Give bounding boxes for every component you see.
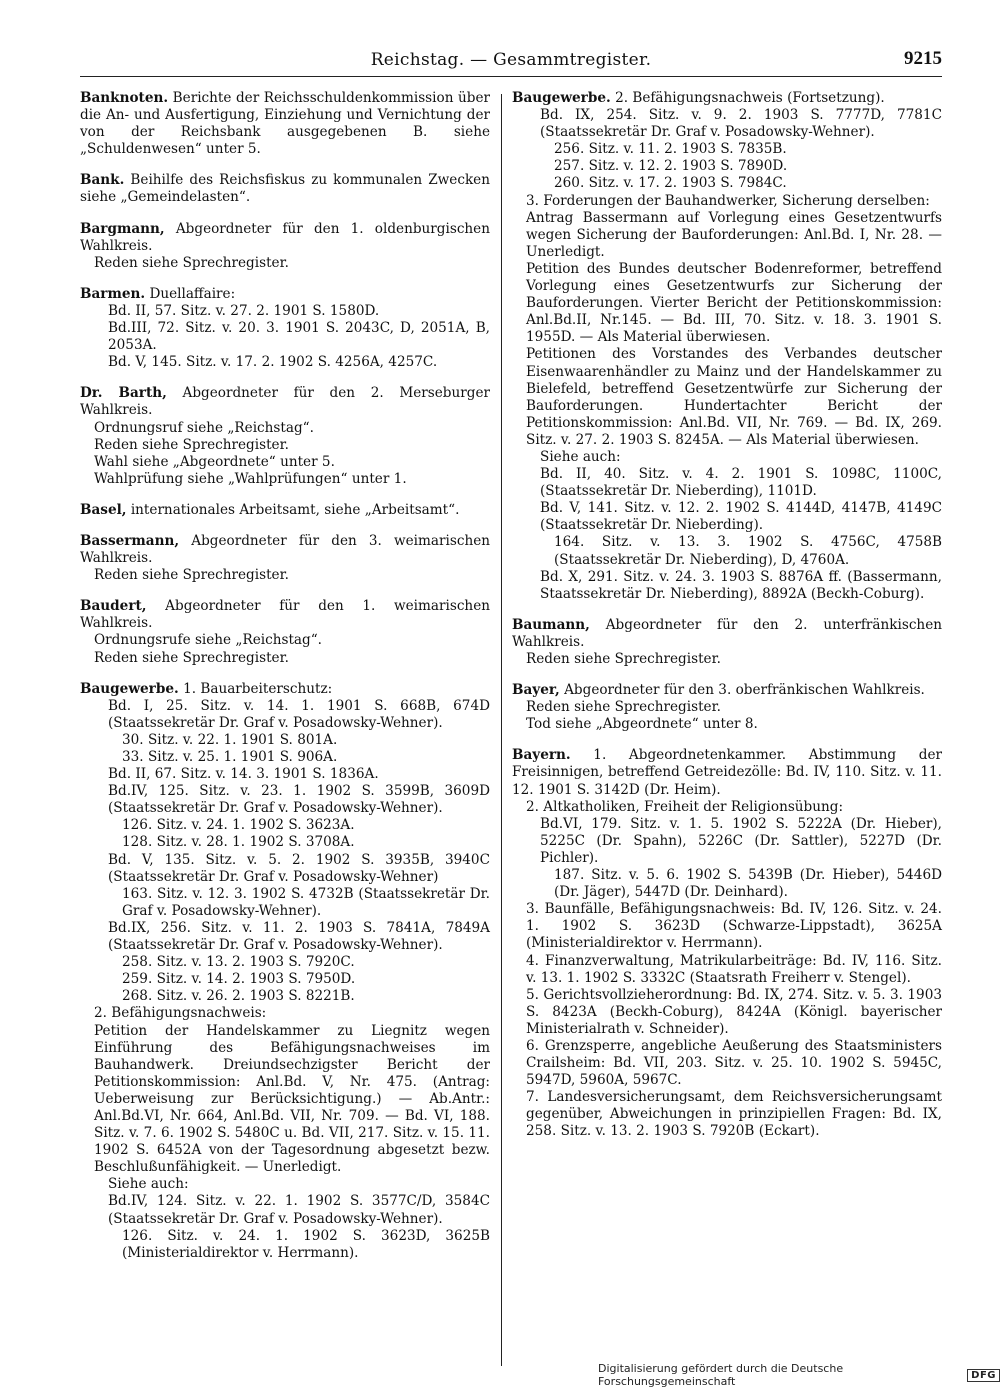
entry-line: 2. Altkatholiken, Freiheit der Religionsübung: — [526, 798, 844, 815]
entry-line: 2. Befähigungsnachweis: — [94, 1005, 267, 1022]
entry-line: Bd. V, 135. Sitz. v. 5. 2. 1902 S. 3935B, 3940C (Staatssekretär Dr. Graf v. Posadowsky-Wehner) — [108, 851, 490, 885]
register-entry — [512, 90, 942, 603]
entry-line: 126. Sitz. v. 24. 1. 1902 S. 3623A. — [122, 817, 355, 834]
entry-line: Petition des Bundes deutscher Bodenreformer, betreffend Vorlegung eines Gesetzentwurfs zur Sicherung der Bauforderungen. Vierter Bericht der Petitionskommission: Anl.Bd.II, Nr.145. — Bd. III, 70. Sitz. v. 18. 3. 1901 S. 1955D. — Als Material überwiesen. — [526, 260, 942, 346]
entry-heading: Bayer, — [512, 682, 560, 699]
entry-text: 1. Abgeordnetenkammer. Abstimmung der Freisinnigen, betreffend Getreidezölle: Bd. IV, 110. Sitz. v. 11. 12. 1901 S. 3142D (Dr. Heim). — [512, 747, 942, 798]
entry-line: 259. Sitz. v. 14. 2. 1903 S. 7950D. — [122, 971, 356, 988]
left-column — [80, 90, 490, 1276]
entry-line: Tod siehe „Abgeordnete“ unter 8. — [526, 716, 758, 733]
entry-line: 5. Gerichtsvollzieherordnung: Bd. IX, 274. Sitz. v. 5. 3. 1903 S. 8423A (Beckh-Coburg), 8424A (Königl. bayerischer Ministerialrath v. Schneider). — [526, 986, 942, 1037]
column-divider — [501, 94, 502, 1366]
entry-first-line — [80, 286, 490, 303]
entry-line: 257. Sitz. v. 12. 2. 1903 S. 7890D. — [554, 158, 788, 175]
register-entry — [80, 385, 490, 488]
entry-line: 258. Sitz. v. 13. 2. 1903 S. 7920C. — [122, 954, 355, 971]
entry-line: Bd. II, 57. Sitz. v. 27. 2. 1901 S. 1580D. — [108, 302, 380, 319]
entry-first-line — [80, 221, 490, 255]
entry-heading: Bayern. — [512, 747, 571, 764]
entry-line: Bd.IV, 125. Sitz. v. 23. 1. 1902 S. 3599B, 3609D (Staatssekretär Dr. Graf v. Posadowsky-Wehner). — [108, 783, 490, 817]
register-entry — [80, 90, 490, 158]
entry-line: 30. Sitz. v. 22. 1. 1901 S. 801A. — [122, 731, 338, 748]
entry-line: 268. Sitz. v. 26. 2. 1903 S. 8221B. — [122, 988, 355, 1005]
entry-line: Bd.VI, 179. Sitz. v. 1. 5. 1902 S. 5222A (Dr. Hieber), 5225C (Dr. Spahn), 5226C (Dr. Sattler), 5227D (Dr. Pichler). — [540, 815, 942, 866]
entry-heading: Baudert, — [80, 598, 147, 615]
entry-text: 2. Befähigungsnachweis (Fortsetzung). — [615, 90, 885, 106]
entry-text: Abgeordneter für den 2. Merseburger Wahlkreis. — [80, 385, 490, 419]
entry-line: 256. Sitz. v. 11. 2. 1903 S. 7835B. — [554, 141, 787, 158]
register-entry — [80, 533, 490, 584]
entry-line: Antrag Bassermann auf Vorlegung eines Gesetzentwurfs wegen Sicherung der Bauforderungen: Anl.Bd. I, Nr. 28. — Unerledigt. — [526, 209, 942, 260]
entry-line: Bd. II, 40. Sitz. v. 4. 2. 1901 S. 1098C, 1100C, (Staatssekretär Dr. Nieberding), 1101D. — [540, 466, 942, 500]
entry-heading: Barmen. — [80, 285, 146, 302]
entry-line: Bd.IX, 256. Sitz. v. 11. 2. 1903 S. 7841A, 7849A (Staatssekretär Dr. Graf v. Posadowsky-Wehner). — [108, 919, 490, 954]
header-rule — [80, 76, 942, 77]
register-entry — [80, 681, 490, 1262]
entry-text: internationales Arbeitsamt, siehe „Arbeitsamt“. — [130, 501, 460, 518]
running-title: Reichstag. — Gesammtregister. — [370, 50, 652, 70]
entry-line: 128. Sitz. v. 28. 1. 1902 S. 3708A. — [122, 834, 355, 851]
entry-first-line — [512, 747, 942, 798]
entry-line: Wahl siehe „Abgeordnete“ unter 5. — [94, 453, 335, 470]
entry-first-line — [80, 502, 490, 519]
register-entry — [80, 221, 490, 272]
entry-heading: Bassermann, — [80, 532, 180, 549]
footer — [598, 1362, 1000, 1388]
register-entry — [512, 747, 942, 1140]
entry-text: Berichte der Reichsschuldenkommission über die An- und Ausfertigung, Einziehung und Vernichtung der von der Reichsbank ausgegebenen B. siehe „Schuldenwesen“ unter 5. — [80, 90, 490, 158]
entry-text: Abgeordneter für den 2. unterfränkischen Wahlkreis. — [512, 616, 942, 650]
entry-heading: Dr. Barth, — [80, 385, 167, 402]
entry-heading: Bank. — [80, 172, 125, 189]
entry-line: 126. Sitz. v. 24. 1. 1902 S. 3623D, 3625B (Ministerialdirektor v. Herrmann). — [122, 1227, 490, 1261]
entry-line: 3. Baunfälle, Befähigungsnachweis: Bd. IV, 126. Sitz. v. 24. 1. 1902 S. 3623D (Schwarze-Lippstadt), 3625A (Ministerialdirektor v. Herrmann). — [526, 901, 942, 952]
entry-line: 4. Finanzverwaltung, Matrikularbeiträge: Bd. IV, 116. Sitz. v. 13. 1. 1902 S. 3332C (Staatsrath Freiherr v. Stengel). — [526, 952, 942, 986]
entry-line: 3. Forderungen der Bauhandwerker, Sicherung derselben: — [526, 192, 930, 209]
entry-first-line — [80, 598, 490, 632]
register-entry — [80, 172, 490, 206]
entry-line: Siehe auch: — [108, 1176, 189, 1193]
entry-line: 164. Sitz. v. 13. 3. 1902 S. 4756C, 4758B (Staatssekretär Dr. Nieberding), D, 4760A. — [554, 534, 942, 568]
entry-text: Abgeordneter für den 1. oldenburgischen Wahlkreis. — [80, 220, 490, 254]
entry-first-line — [512, 90, 942, 107]
entry-line: 6. Grenzsperre, angebliche Aeußerung des Staatsministers Crailsheim: Bd. VII, 203. Sitz. v. 25. 10. 1902 S. 5945C, 5947D, 5960A, 5967C. — [526, 1037, 942, 1089]
entry-line: Bd.IV, 124. Sitz. v. 22. 1. 1902 S. 3577C/D, 3584C (Staatssekretär Dr. Graf v. Posadowsky-Wehner). — [108, 1193, 490, 1227]
entry-line: Reden siehe Sprechregister. — [94, 649, 289, 666]
entry-line: 33. Sitz. v. 25. 1. 1901 S. 906A. — [122, 749, 338, 765]
entry-text: Abgeordneter für den 1. weimarischen Wahlkreis. — [80, 598, 490, 632]
entry-line: Petition der Handelskammer zu Liegnitz wegen Einführung des Befähigungsnachweises im Bauhandwerk. Dreiundsechzigster Bericht der Petitionskommission: Anl.Bd. V, Nr. 475. (Antrag: Ueberweisung zur Berücksichtigung.) — Ab.Antr.: Anl.Bd.VI, Nr. 664, Anl.Bd. VII, Nr. 709. — Bd. VI, 188. Sitz. v. 7. 6. 1902 S. 5480C u. Bd. VII, 217. Sitz. v. 15. 11. 1902 S. 6452A von der Tagesordnung abgesetzt bezw. Beschlußunfähigkeit. — Unerledigt. — [94, 1022, 490, 1176]
entry-line: Reden siehe Sprechregister. — [526, 651, 721, 667]
entry-line: Bd.III, 72. Sitz. v. 20. 3. 1901 S. 2043C, D, 2051A, B, 2053A. — [108, 320, 490, 354]
entry-first-line — [80, 385, 490, 419]
entry-line: 163. Sitz. v. 12. 3. 1902 S. 4732B (Staatssekretär Dr. Graf v. Posadowsky-Wehner). — [122, 885, 490, 919]
entry-first-line — [512, 682, 942, 699]
page-number: 9215 — [904, 48, 942, 69]
entry-heading: Baumann, — [512, 616, 590, 633]
register-entry — [80, 598, 490, 666]
dfg-logo-icon: DFG — [967, 1369, 1000, 1382]
entry-line: Bd. IX, 254. Sitz. v. 9. 2. 1903 S. 7777D, 7781C (Staatssekretär Dr. Graf v. Posadowsky-Wehner). — [540, 107, 942, 141]
entry-heading: Banknoten. — [80, 90, 169, 106]
entry-line: Bd. X, 291. Sitz. v. 24. 3. 1903 S. 8876A ff. (Bassermann, Staatssekretär Dr. Nieberding), 8892A (Beckh-Coburg). — [540, 568, 942, 602]
entry-first-line — [512, 617, 942, 651]
entry-text: Abgeordneter für den 3. oberfränkischen Wahlkreis. — [564, 682, 925, 699]
register-entry — [80, 286, 490, 371]
entry-first-line — [80, 172, 490, 206]
register-entry — [512, 682, 942, 733]
register-entry — [512, 617, 942, 668]
entry-line: Reden siehe Sprechregister. — [94, 254, 289, 271]
entry-line: Ordnungsrufe siehe „Reichstag“. — [94, 632, 322, 649]
entry-line: Bd. II, 67. Sitz. v. 14. 3. 1901 S. 1836A. — [108, 766, 379, 783]
page-header — [80, 46, 942, 76]
entry-line: Bd. I, 25. Sitz. v. 14. 1. 1901 S. 668B, 674D (Staatssekretär Dr. Graf v. Posadowsky-Wehner). — [108, 697, 490, 731]
entry-line: Petitionen des Vorstandes des Verbandes deutscher Eisenwaarenhändler zu Mainz und der Handelskammer zu Bielefeld, betreffend Gesetzentwürfe zur Sicherung der Bauforderungen. Hundertachter Bericht der Petitionskommission: Anl.Bd. VII, Nr. 769. — Bd. IX, 269. Sitz. v. 27. 2. 1903 S. 8245A. — Als Material überwiesen. — [526, 346, 942, 448]
entry-line: Wahlprüfung siehe „Wahlprüfungen“ unter 1. — [94, 470, 407, 487]
entry-text: 1. Bauarbeiterschutz: — [183, 680, 333, 697]
entry-text: Abgeordneter für den 3. weimarischen Wahlkreis. — [80, 532, 490, 567]
entry-first-line — [80, 533, 490, 567]
footer-text: Digitalisierung gefördert durch die Deutsche Forschungsgemeinschaft — [598, 1362, 844, 1388]
entry-line: Reden siehe Sprechregister. — [94, 436, 289, 453]
entry-heading: Baugewerbe. — [512, 90, 611, 106]
register-entry — [80, 502, 490, 519]
entry-line: 7. Landesversicherungsamt, dem Reichsversicherungsamt gegenüber, Abweichungen in prinzipiellen Fragen: Bd. IX, 258. Sitz. v. 13. 2. 1903 S. 7920B (Eckart). — [526, 1089, 942, 1140]
right-column — [512, 90, 942, 1155]
entry-line: Reden siehe Sprechregister. — [94, 567, 289, 584]
entry-line: Reden siehe Sprechregister. — [526, 699, 721, 716]
entry-text: Beihilfe des Reichsfiskus zu kommunalen Zwecken siehe „Gemeindelasten“. — [80, 172, 490, 206]
entry-heading: Bargmann, — [80, 220, 165, 237]
entry-line: Bd. V, 145. Sitz. v. 17. 2. 1902 S. 4256A, 4257C. — [108, 354, 438, 371]
entry-heading: Basel, — [80, 501, 127, 518]
entry-line: Bd. V, 141. Sitz. v. 12. 2. 1902 S. 4144D, 4147B, 4149C (Staatssekretär Dr. Nieberding). — [540, 500, 942, 534]
entry-heading: Baugewerbe. — [80, 680, 179, 697]
entry-line: Ordnungsruf siehe „Reichstag“. — [94, 419, 314, 436]
entry-first-line — [80, 681, 490, 698]
entry-line: 187. Sitz. v. 5. 6. 1902 S. 5439B (Dr. Hieber), 5446D (Dr. Jäger), 5447D (Dr. Deinhard). — [554, 867, 942, 901]
entry-first-line — [80, 90, 490, 158]
entry-line: 260. Sitz. v. 17. 2. 1903 S. 7984C. — [554, 175, 787, 192]
entry-text: Duellaffaire: — [149, 285, 236, 302]
entry-line: Siehe auch: — [540, 448, 621, 465]
